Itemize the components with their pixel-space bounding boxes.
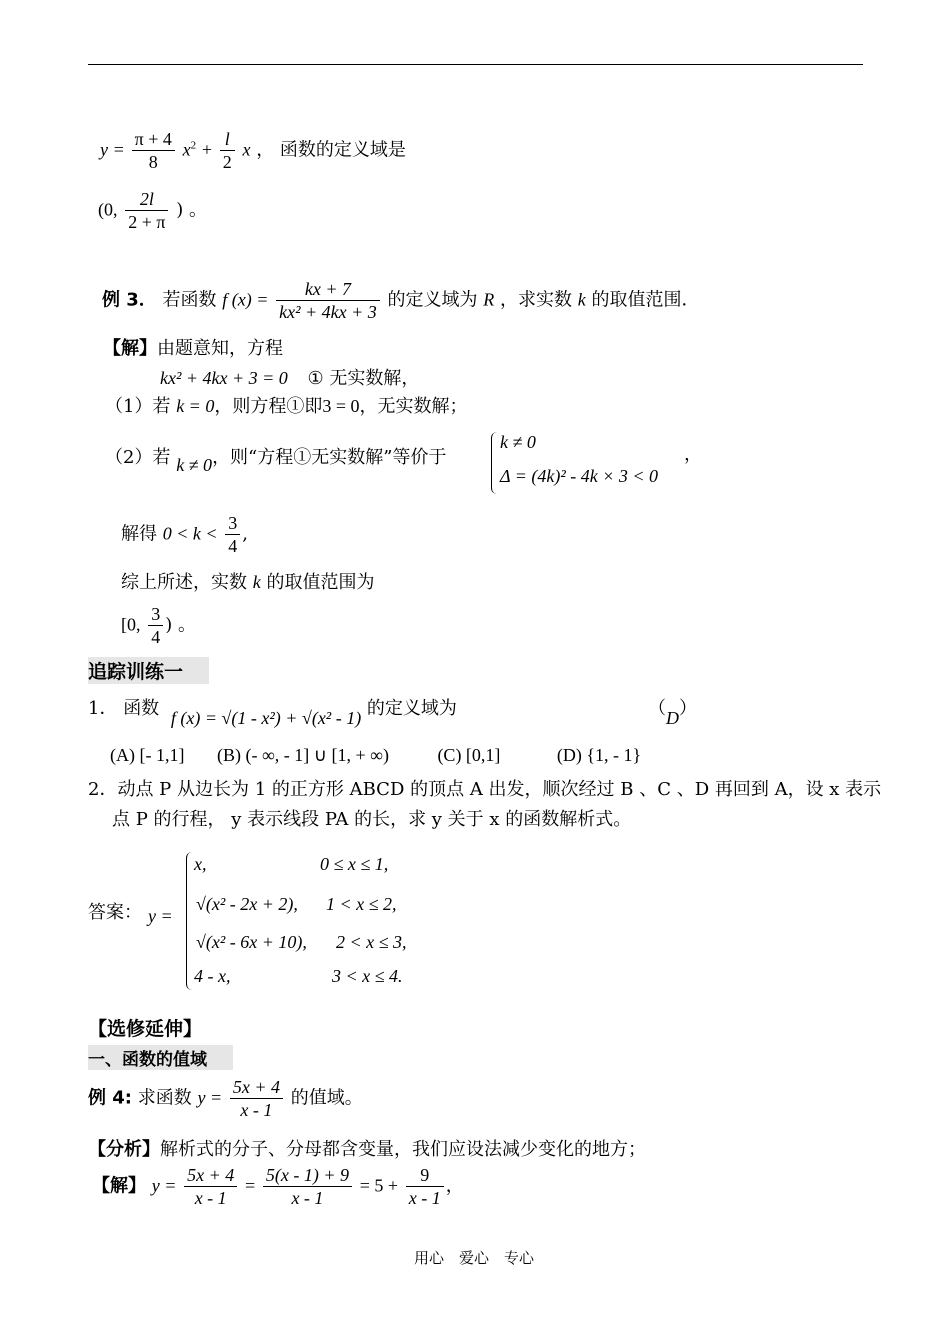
piece-4-cond: 3 < x ≤ 4.: [332, 966, 403, 986]
example3-fraction: $\frac{kx + 7}{\text{kx² + 4kx + 3}}$: [276, 278, 380, 323]
solution-intro: 【解】由题意知，方程: [103, 338, 283, 359]
system-brace: [491, 432, 500, 494]
piece-3-expr: √(x² - 6x + 10),: [196, 932, 307, 952]
var-y: y: [100, 139, 108, 160]
analysis-line: 【分析】解析式的分子、分母都含变量，我们应设法减少变化的地方；: [88, 1139, 646, 1160]
option-b: (B) (- ∞, - 1] ∪ [1, + ∞): [216, 745, 389, 765]
solution-fraction-2: $\frac{5(x - 1) + 9}{x - 1}$: [263, 1164, 352, 1209]
subsection-heading-range: 一、函数的值域: [88, 1045, 233, 1070]
option-a: (A) [- 1,1]: [110, 745, 185, 765]
question-1: 1． 函数 f (x) = √(1 - x²) + √(x² - 1) 的定义域为: [88, 698, 457, 728]
section-heading-practice: 追踪训练一: [88, 657, 209, 684]
piece-2-cond: 1 < x ≤ 2,: [326, 894, 397, 914]
solution-fraction-3: $\frac{9}{x - 1}$: [406, 1164, 444, 1209]
range-result: [0, $\frac{3}{4}$ ) 。: [121, 604, 196, 647]
header-rule: [88, 64, 863, 65]
section-heading-extension: 【选修延伸】: [88, 1018, 203, 1040]
equation-1: kx² + 4kx + 3 = 0 ① 无实数解，: [160, 368, 420, 389]
system-line-2: Δ = (4k)² - 4k × 3 < 0: [500, 466, 659, 486]
example4-solution: 【解】 y = $\frac{5x + 4}{x - 1}$ = $\frac{5(x - 1) + 9}{x - 1}$ = 5 + $\frac{9}{x - 1}$ ，: [92, 1165, 464, 1208]
summary-line: 综上所述，实数 k 的取值范围为: [121, 572, 375, 593]
piece-2-expr: √(x² - 2x + 2),: [196, 894, 298, 914]
system-line-1: k ≠ 0: [500, 432, 536, 452]
question-2-line-1: 2．动点 P 从边长为 1 的正方形 ABCD 的顶点 A 出发，顺次经过 B 、C 、D 再回到 A，设 x 表示: [88, 779, 882, 800]
solution-fraction-1: $\frac{5x + 4}{x - 1}$: [184, 1164, 237, 1209]
intro-domain: (0, $\frac{2l}{2 + \pi}$ ) 。: [98, 189, 207, 232]
domain-fraction: $\frac{2l}{2 + \pi}$: [125, 188, 168, 233]
case-2: （2）若 k ≠ 0，则“方程①无实数解”等价于: [105, 447, 447, 475]
piece-1-expr: x,: [194, 854, 207, 874]
fraction-2: $\frac{l}{2}$: [220, 128, 235, 173]
option-d: (D) {1, - 1}: [556, 745, 642, 765]
question-1-answer: （D）: [648, 698, 697, 728]
example-label: 例 3．: [102, 289, 157, 311]
fraction-1: $\frac{\pi + 4}{8}$: [132, 128, 175, 173]
answer-y: y =: [148, 906, 173, 926]
piece-1-cond: 0 ≤ x ≤ 1,: [320, 854, 389, 874]
solve-fraction: $\frac{3}{4}$: [225, 512, 240, 557]
option-c: (C) [0,1]: [437, 745, 501, 765]
piece-4-expr: 4 - x,: [194, 966, 231, 986]
solve-result: 解得 0 < k < $\frac{3}{4}$ ,: [121, 513, 248, 556]
piece-3-cond: 2 < x ≤ 3,: [336, 932, 407, 952]
range-fraction: $\frac{3}{4}$: [148, 603, 163, 648]
system-end: ，: [684, 444, 702, 465]
answer-label: 答案：: [88, 902, 142, 923]
intro-formula: y = $\frac{\pi + 4}{8}$ $x^2$ + $\frac{l}{2}$ x ， 函数的定义域是: [100, 129, 406, 172]
question-2-line-2: 点 P 的行程， y 表示线段 PA 的长，求 y 关于 x 的函数解析式。: [112, 809, 632, 830]
page-footer: 用心 爱心 专心: [414, 1249, 535, 1267]
example4-fraction: $\frac{5x + 4}{x - 1}$: [230, 1076, 283, 1121]
example3-statement: 例 3． 若函数 f (x) = $\frac{kx + 7}{\text{kx² + 4kx + 3}}$ 的定义域为 R ，求实数 k 的取值范围．: [102, 279, 700, 322]
question-1-options: [110, 745, 641, 766]
case-1: （1）若 k = 0，则方程①即3 = 0，无实数解；: [105, 396, 468, 417]
intro-text: ， 函数的定义域是: [256, 139, 406, 161]
example4-statement: 例 4: 求函数 y = $\frac{5x + 4}{x - 1}$ 的值域。: [88, 1077, 363, 1120]
